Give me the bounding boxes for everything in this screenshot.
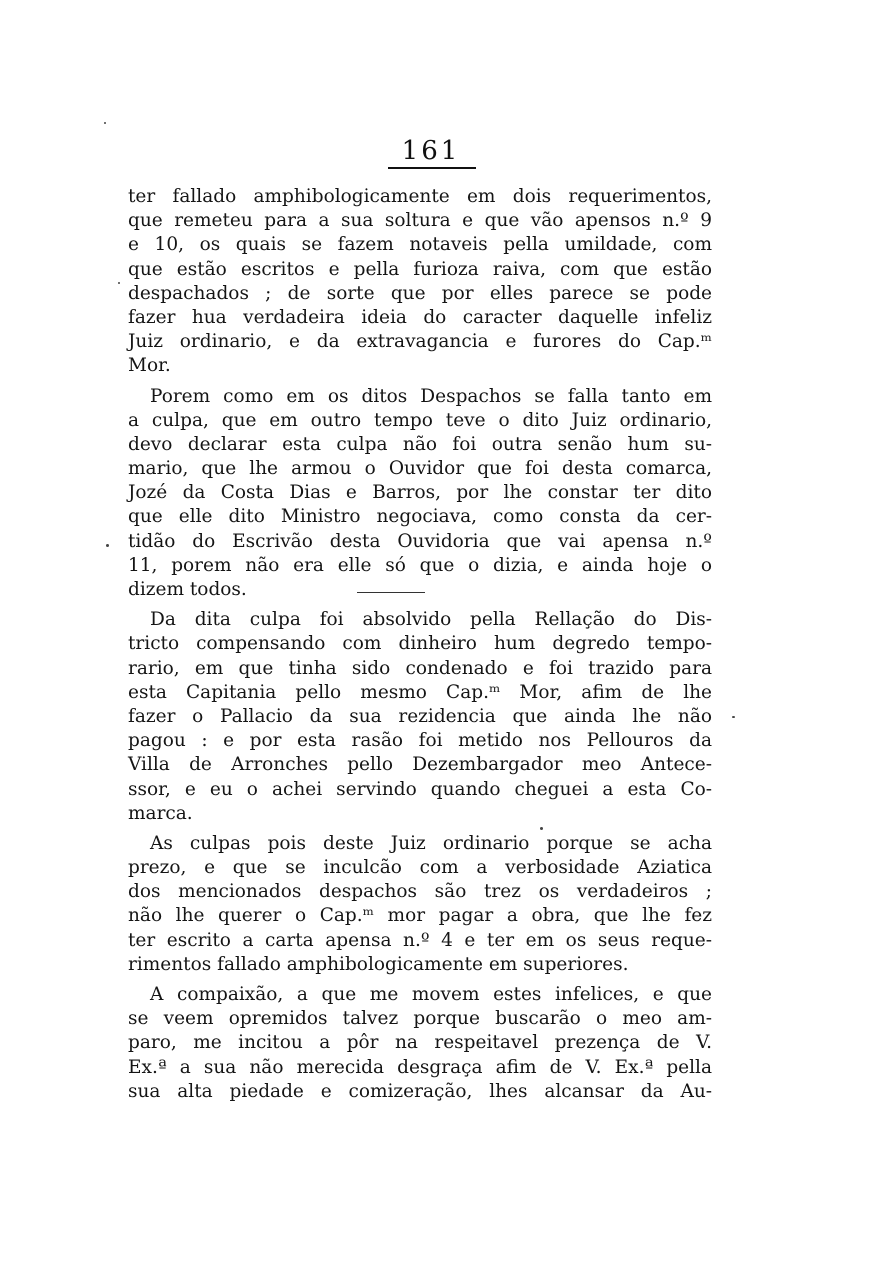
text-line: rario, em que tinha sido condenado e foi trazido para: [128, 657, 712, 679]
scan-speck: [732, 716, 735, 718]
scan-speck: [106, 544, 109, 547]
separator-rule: [357, 592, 425, 593]
text-line: a culpa, que em outro tempo teve o dito Juiz ordinario,: [128, 409, 712, 431]
text-line: Porem como em os ditos Despachos se falla tanto em: [150, 385, 712, 407]
text-line: A compaixão, a que me movem estes infelices, e que: [150, 984, 712, 1005]
scan-speck: [118, 282, 120, 284]
text-line: sua alta piedade e comizeração, lhes alcansar da Au-: [128, 1080, 712, 1102]
text-line: ssor, e eu o achei servindo quando cheguei a esta Co-: [128, 778, 712, 800]
page-number-rule: [388, 167, 476, 169]
text-line: despachados ; de sorte que por elles parece se pode: [128, 282, 712, 304]
text-line: tricto compensando com dinheiro hum degredo tempo-: [128, 633, 712, 655]
text-line: As culpas pois deste Juiz ordinario porque se acha: [150, 832, 712, 854]
text-line: rimentos fallado amphibologicamente em superiores.: [128, 953, 629, 975]
paragraph: [128, 832, 712, 977]
scan-speck: [540, 827, 543, 830]
text-line: prezo, e que se inculcão com a verbosidade Aziatica: [128, 857, 712, 879]
text-line: não lhe querer o Cap.ᵐ mor pagar a obra, que lhe fez: [128, 905, 712, 927]
paragraph: [128, 385, 712, 603]
text-line: Jozé da Costa Dias e Barros, por lhe constar ter dito: [128, 482, 712, 504]
text-line: pagou : e por esta rasão foi metido nos Pellouros da: [128, 730, 712, 752]
paragraph: [128, 983, 712, 1104]
body-text: [128, 185, 712, 1104]
scan-speck: [104, 122, 106, 124]
text-line: e 10, os quais se fazem notaveis pella umildade, com: [128, 234, 712, 256]
paragraph: [128, 608, 712, 826]
text-line: ter escrito a carta apensa n.º 4 e ter em os seus reque-: [128, 929, 712, 951]
text-line: fazer hua verdadeira ideia do caracter daquelle infeliz: [128, 306, 712, 328]
page-number: 161: [401, 136, 461, 166]
text-line: Da dita culpa foi absolvido pella Rellação do Dis-: [150, 609, 712, 631]
paragraph: [128, 185, 712, 379]
text-line: que elle dito Ministro negociava, como consta da cer-: [128, 506, 712, 528]
text-line: Mor.: [128, 355, 171, 377]
text-line: mario, que lhe armou o Ouvidor que foi desta comarca,: [128, 458, 712, 480]
text-line: paro, me incitou a pôr na respeitavel prezença de V.: [128, 1032, 712, 1054]
text-line: se veem opremidos talvez porque buscarão o meo am-: [128, 1008, 712, 1030]
text-line: dizem todos.: [128, 579, 247, 600]
text-line: Villa de Arronches pello Dezembargador meo Antece-: [128, 754, 712, 776]
text-line: marca.: [128, 802, 193, 824]
text-line: Juiz ordinario, e da extravagancia e furores do Cap.ᵐ: [128, 331, 712, 353]
text-line: esta Capitania pello mesmo Cap.ᵐ Mor, afim de lhe: [128, 681, 712, 703]
text-line: dos mencionados despachos são trez os verdadeiros ;: [128, 881, 712, 903]
text-line: devo declarar esta culpa não foi outra senão hum su-: [128, 433, 712, 455]
text-line: tidão do Escrivão desta Ouvidoria que vai apensa n.º: [128, 530, 712, 552]
text-line: 11, porem não era elle só que o dizia, e ainda hoje o: [128, 554, 712, 576]
text-line: fazer o Pallacio da sua rezidencia que ainda lhe não: [128, 705, 712, 727]
text-line: Ex.ª a sua não merecida desgraça afim de V. Ex.ª pella: [128, 1056, 712, 1078]
text-line: que remeteu para a sua soltura e que vão apensos n.º 9: [128, 210, 712, 232]
text-line: ter fallado amphibologicamente em dois requerimentos,: [128, 186, 712, 207]
text-line: que estão escritos e pella furioza raiva, com que estão: [128, 258, 712, 280]
